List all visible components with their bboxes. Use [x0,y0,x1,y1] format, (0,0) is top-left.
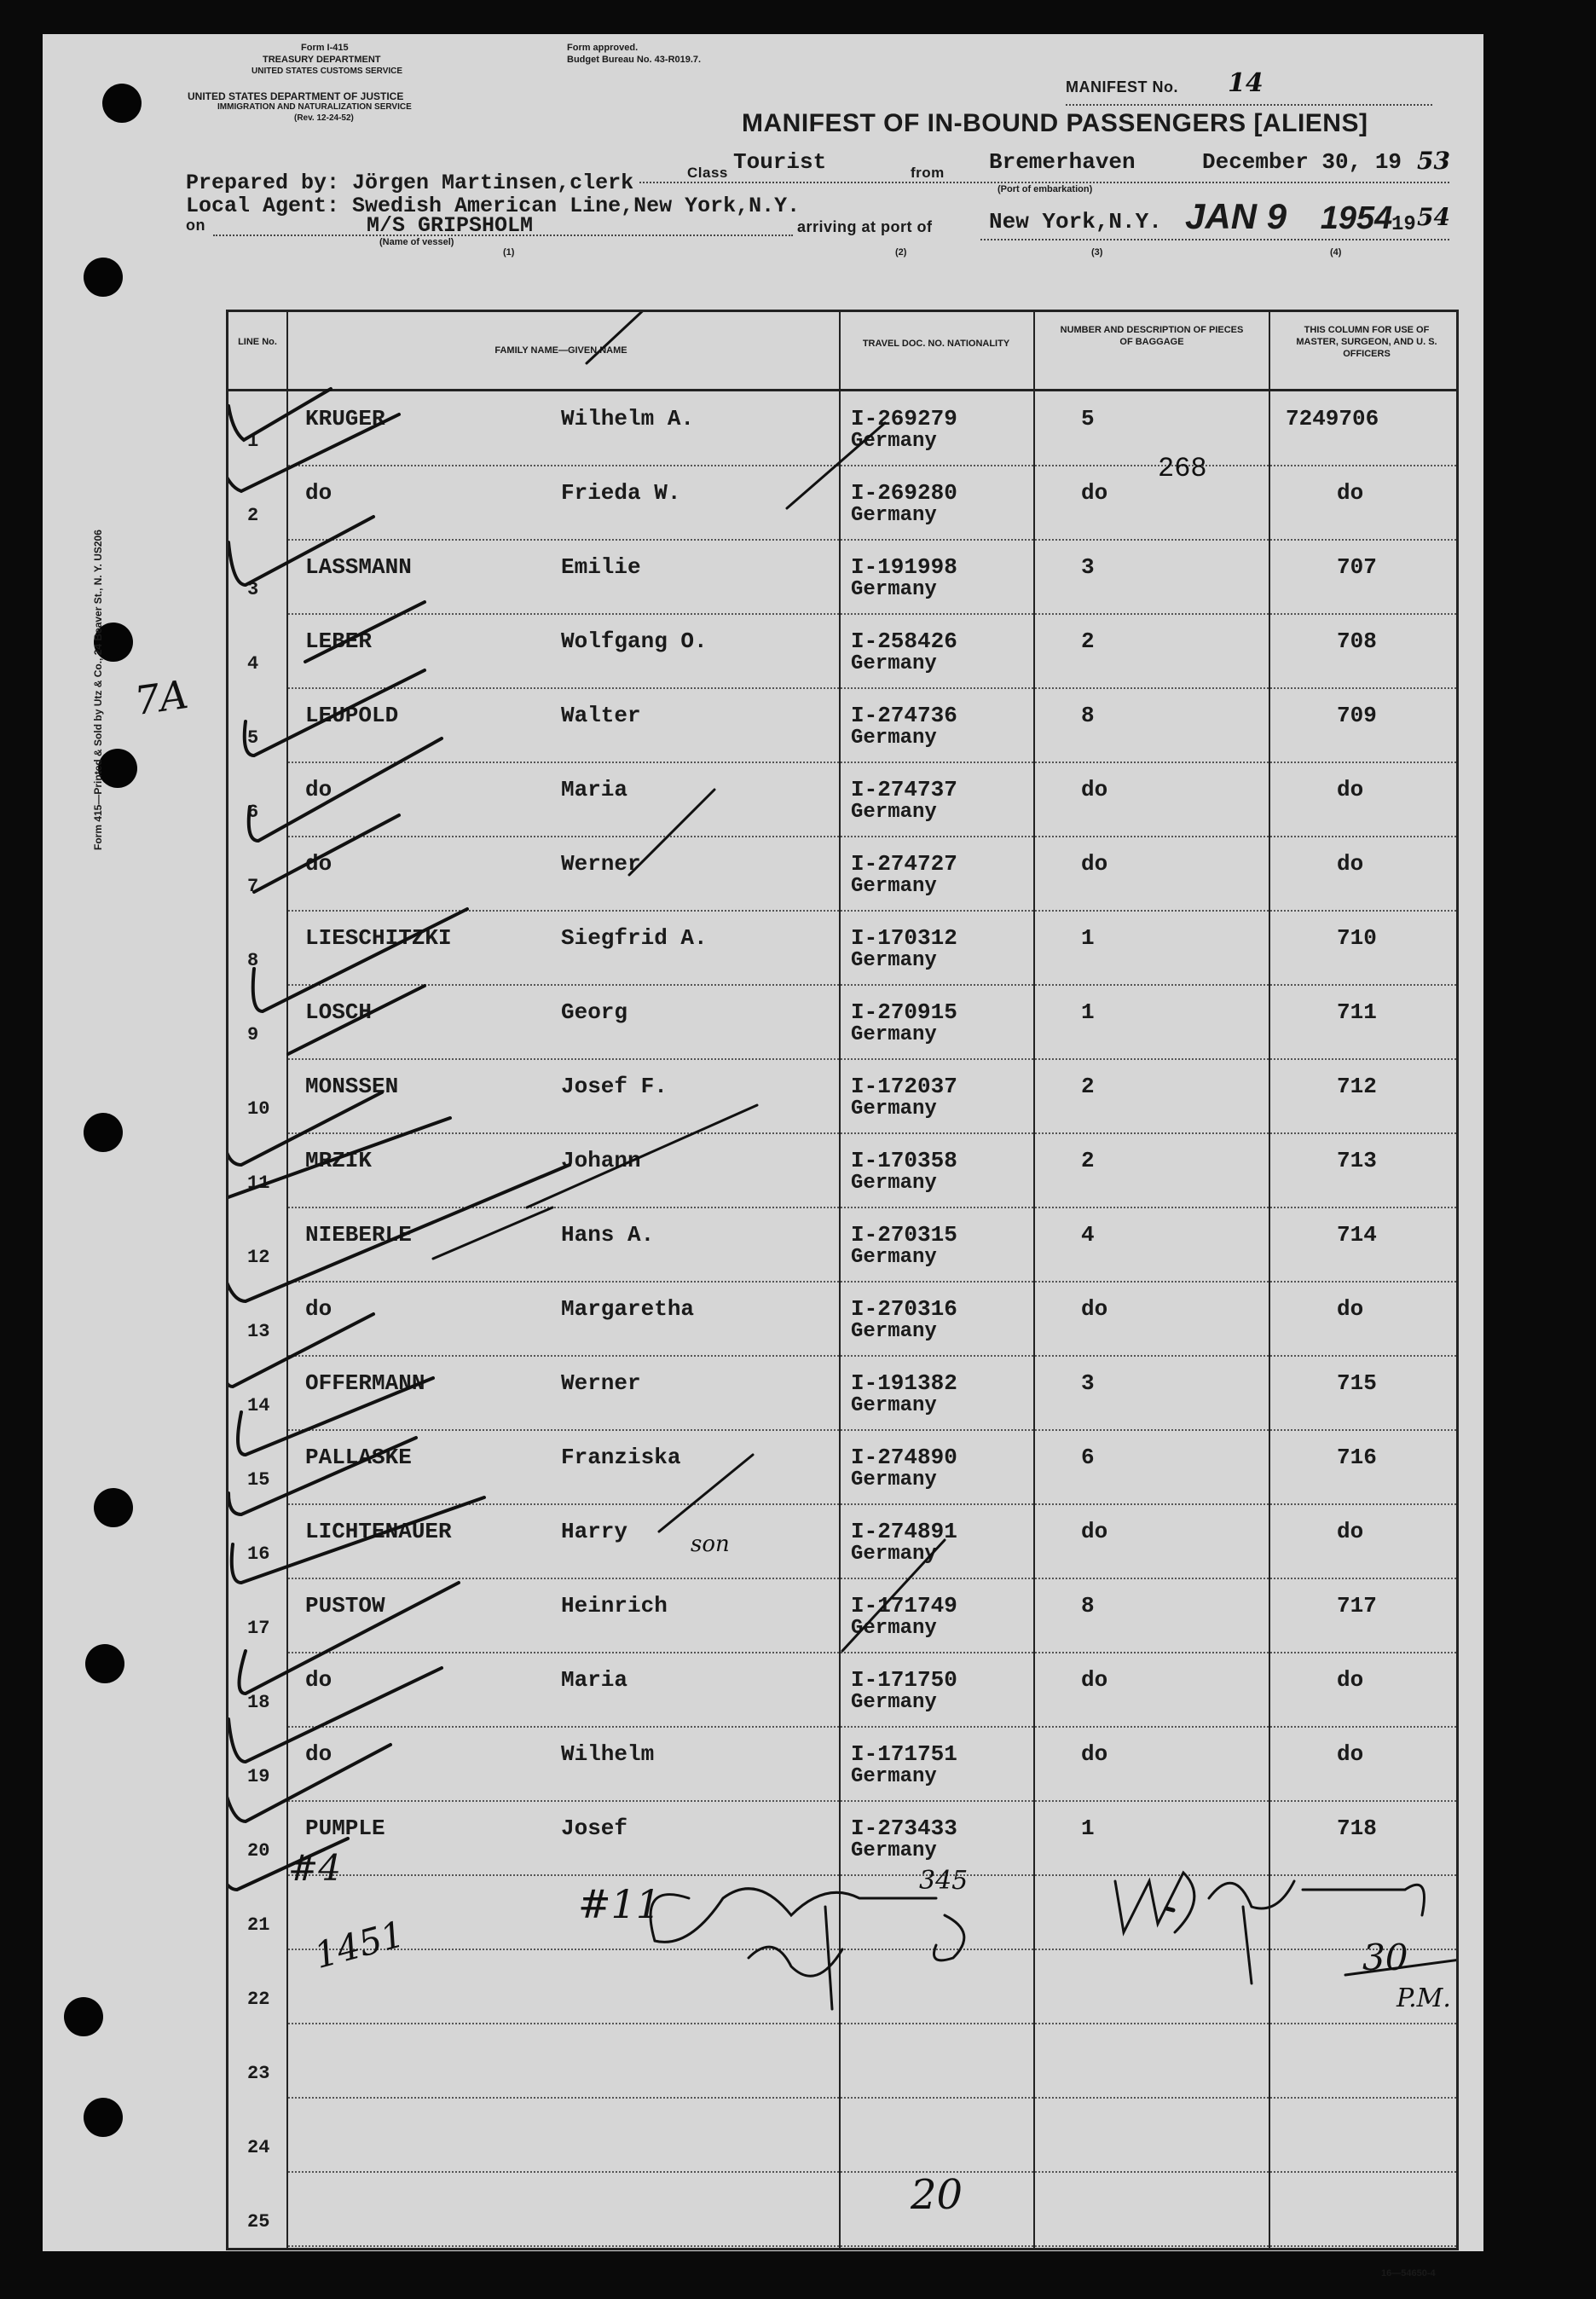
family-name: KRUGER [305,406,385,431]
row-number: 9 [247,1024,259,1045]
officer-number: 709 [1337,703,1377,728]
baggage-count: 1 [1081,1815,1095,1841]
prepared-by: Prepared by: Jörgen Martinsen,clerk [186,171,634,195]
row-number: 4 [247,653,259,675]
row-number: 18 [247,1692,270,1713]
given-name: Hans A. [561,1222,655,1248]
row-number: 22 [247,1989,270,2010]
row-number: 13 [247,1321,270,1342]
baggage-count: 2 [1081,1148,1095,1173]
nationality: Germany [851,1097,937,1121]
family-name: do [305,1296,332,1322]
pen-marks [228,312,1456,2248]
arrival-year-prefix: 19 [1391,213,1416,236]
officer-number: 715 [1337,1370,1377,1396]
given-name: Maria [561,777,628,802]
page-title: MANIFEST OF IN-BOUND PASSENGERS [ALIENS] [742,109,1368,137]
given-name: Maria [561,1667,628,1693]
family-name: LEBER [305,628,373,654]
row-number: 8 [247,950,259,971]
family-name: do [305,777,332,802]
baggage-count: do [1081,851,1108,877]
punch-hole [64,1997,103,2036]
nationality: Germany [851,727,937,750]
nationality: Germany [851,1691,937,1714]
baggage-count: 3 [1081,1370,1095,1396]
officer-number: do [1337,480,1364,506]
baggage-count: 6 [1081,1445,1095,1470]
officer-number: do [1337,1519,1364,1544]
officer-number: 7249706 [1286,406,1379,431]
on-label: on [186,217,205,234]
port-embarkation-caption: (Port of embarkation) [998,184,1093,194]
nationality: Germany [851,1617,937,1640]
given-name: Johann [561,1148,641,1173]
family-name: PALLASKE [305,1445,412,1470]
arrival-stamp [1185,196,1392,237]
nationality: Germany [851,1320,937,1343]
officer-number: 713 [1337,1148,1377,1173]
class-value: Tourist [733,149,827,175]
margin-mark: 7A [131,670,191,725]
officer-number: 717 [1337,1593,1377,1619]
row-number: 20 [247,1840,270,1862]
nationality: Germany [851,1246,937,1269]
customs-service: UNITED STATES CUSTOMS SERVICE [252,67,403,76]
given-name: Georg [561,999,628,1025]
given-name: Siegfrid A. [561,925,708,951]
given-name: Wilhelm A. [561,406,695,431]
baggage-count: do [1081,777,1108,802]
officer-number: do [1337,1296,1364,1322]
family-name: LASSMANN [305,554,412,580]
nationality: Germany [851,1172,937,1195]
row-number: 10 [247,1098,270,1120]
port-embarkation: Bremerhaven [989,149,1136,175]
baggage-count: do [1081,1667,1108,1693]
vessel-caption: (Name of vessel) [379,237,454,247]
departure-year: 53 [1417,147,1450,175]
given-name: Walter [561,703,641,728]
family-name: MONSSEN [305,1074,399,1099]
budget-bureau: Budget Bureau No. 43-R019.7. [567,55,702,65]
travel-doc-number: I-270316 [851,1296,957,1322]
local-agent: Local Agent: Swedish American Line,New York,N.Y. [186,194,801,218]
from-label: from [911,165,945,181]
family-name: do [305,1667,332,1693]
row-number: 1 [247,431,259,452]
travel-doc-number: I-274736 [851,703,957,728]
travel-doc-number: I-171751 [851,1741,957,1767]
family-name: LOSCH [305,999,373,1025]
travel-doc-number: I-274737 [851,777,957,802]
row-number: 16 [247,1543,270,1565]
note-30: 30 [1362,1937,1408,1978]
footer-code: 16—54650-4 [1381,2268,1436,2279]
baggage-count: 3 [1081,554,1095,580]
family-name: PUMPLE [305,1815,385,1841]
family-name: LIESCHITZKI [305,925,452,951]
baggage-count: do [1081,480,1108,506]
arrival-line [980,239,1449,240]
officer-number: 714 [1337,1222,1377,1248]
baggage-count: 8 [1081,1593,1095,1619]
nationality: Germany [851,652,937,675]
travel-doc-number: I-191382 [851,1370,957,1396]
travel-doc-number: I-273433 [851,1815,957,1841]
travel-doc-number: I-269280 [851,480,957,506]
travel-doc-number: I-170358 [851,1148,957,1173]
family-name: OFFERMANN [305,1370,425,1396]
stamp-year: 1954 [1320,200,1393,236]
officer-number: 718 [1337,1815,1377,1841]
punch-hole [85,1644,124,1683]
travel-doc-number: I-269279 [851,406,957,431]
baggage-note: 268 [1158,453,1207,484]
punch-hole [84,2098,123,2137]
family-name: do [305,480,332,506]
family-name: NIEBERLE [305,1222,412,1248]
family-name: MRZIK [305,1148,373,1173]
family-name: do [305,1741,332,1767]
given-name: Heinrich [561,1593,668,1619]
baggage-count: 5 [1081,406,1095,431]
bottom-note: 20 [911,2171,963,2219]
travel-doc-number: I-270915 [851,999,957,1025]
note-345: 345 [919,1866,969,1896]
col-num-3: (3) [1091,247,1103,258]
arriving-label: arriving at port of [797,218,933,235]
officer-number: do [1337,851,1364,877]
baggage-count: do [1081,1519,1108,1544]
stamp-date: JAN 9 [1185,196,1287,236]
baggage-count: 1 [1081,999,1095,1025]
hash4-note: #4 [288,1847,341,1889]
row-number: 21 [247,1914,270,1936]
baggage-count: 1 [1081,925,1095,951]
travel-doc-number: I-171750 [851,1667,957,1693]
baggage-count: 8 [1081,703,1095,728]
nationality: Germany [851,1023,937,1046]
ins-title: IMMIGRATION AND NATURALIZATION SERVICE [217,102,412,112]
class-label: Class [687,165,728,181]
baggage-count: do [1081,1296,1108,1322]
col-officers: THIS COLUMN FOR USE OF MASTER, SURGEON, AND U. S. OFFICERS [1296,325,1437,359]
note-1451: 1451 [309,1913,409,1977]
departure-date: December 30, 19 [1202,149,1402,175]
given-name: Wolfgang O. [561,628,708,654]
nationality: Germany [851,1839,937,1862]
row-number: 11 [247,1173,270,1194]
nationality: Germany [851,1394,937,1417]
officer-number: 712 [1337,1074,1377,1099]
manifest-page [43,34,1483,2279]
manifest-number-field [1066,68,1432,106]
doj-title: UNITED STATES DEPARTMENT OF JUSTICE [188,90,404,102]
officer-number: do [1337,1667,1364,1693]
travel-doc-number: I-274727 [851,851,957,877]
col-baggage: NUMBER AND DESCRIPTION OF PIECES OF BAGGAGE [1060,325,1244,347]
nationality: Germany [851,504,937,527]
arrival-year: 54 [1417,203,1450,231]
baggage-count: 2 [1081,628,1095,654]
row-number: 14 [247,1395,270,1416]
given-name: Emilie [561,554,641,580]
given-name: Margaretha [561,1296,695,1322]
note-pm: P.M. [1396,1983,1451,2013]
printer-imprint: Form 415—Printed & Sold by Utz & Co., 24 Beaver St., N. Y. US206 [92,530,104,850]
baggage-count: do [1081,1741,1108,1767]
given-name: Harry [561,1519,628,1544]
col-num-2: (2) [895,247,907,258]
family-name: PUSTOW [305,1593,385,1619]
given-name: Franziska [561,1445,681,1470]
given-name: Werner [561,851,641,877]
passenger-table [131,310,1459,2250]
travel-doc-number: I-270315 [851,1222,957,1248]
nationality: Germany [851,801,937,824]
travel-doc-number: I-170312 [851,925,957,951]
form-number: Form I-415 [301,43,349,53]
officer-number: do [1337,1741,1364,1767]
vessel-name: M/S GRIPSHOLM [367,213,534,238]
officer-number: 711 [1337,999,1377,1025]
punch-hole [102,84,142,123]
row-number: 3 [247,579,259,600]
officer-number: do [1337,777,1364,802]
col-name: FAMILY NAME—GIVEN NAME [494,345,627,356]
row-number: 23 [247,2063,270,2084]
travel-doc-number: I-274890 [851,1445,957,1470]
travel-doc-number: I-191998 [851,554,957,580]
row-number: 6 [247,802,259,823]
punch-hole [94,1488,133,1527]
col-line-no: LINE No. [238,337,277,347]
nationality: Germany [851,1765,937,1788]
son-note: son [691,1532,730,1557]
arrival-port: New York,N.Y. [989,209,1162,235]
manifest-number-label: MANIFEST No. [1066,78,1178,96]
nationality: Germany [851,875,937,898]
row-number: 24 [247,2137,270,2158]
revision: (Rev. 12-24-52) [294,113,354,123]
nationality: Germany [851,949,937,972]
col-travel-doc: TRAVEL DOC. NO. NATIONALITY [862,339,1010,349]
family-name: do [305,851,332,877]
officer-number: 710 [1337,925,1377,951]
form-approved: Form approved. [567,43,639,53]
travel-doc-number: I-172037 [851,1074,957,1099]
given-name: Frieda W. [561,480,681,506]
row-number: 12 [247,1247,270,1268]
given-name: Wilhelm [561,1741,655,1767]
row-number: 7 [247,876,259,897]
baggage-count: 4 [1081,1222,1095,1248]
row-number: 25 [247,2211,270,2232]
travel-doc-number: I-274891 [851,1519,957,1544]
row-number: 2 [247,505,259,526]
treasury-dept: TREASURY DEPARTMENT [263,55,381,65]
col-num-1: (1) [503,247,515,258]
officer-number: 708 [1337,628,1377,654]
row-number: 5 [247,727,259,749]
hash11-note: #11 [578,1881,662,1927]
row-number: 15 [247,1469,270,1491]
manifest-number-value: 14 [1228,68,1264,98]
travel-doc-number: I-171749 [851,1593,957,1619]
col-num-4: (4) [1330,247,1342,258]
punch-hole [84,1113,123,1152]
given-name: Werner [561,1370,641,1396]
given-name: Josef F. [561,1074,668,1099]
nationality: Germany [851,430,937,453]
row-number: 17 [247,1618,270,1639]
travel-doc-number: I-258426 [851,628,957,654]
nationality: Germany [851,1543,937,1566]
officer-number: 707 [1337,554,1377,580]
punch-hole [84,258,123,297]
given-name: Josef [561,1815,628,1841]
row-number: 19 [247,1766,270,1787]
baggage-count: 2 [1081,1074,1095,1099]
officer-number: 716 [1337,1445,1377,1470]
nationality: Germany [851,578,937,601]
family-name: LICHTENAUER [305,1519,452,1544]
nationality: Germany [851,1468,937,1491]
family-name: LEUPOLD [305,703,399,728]
